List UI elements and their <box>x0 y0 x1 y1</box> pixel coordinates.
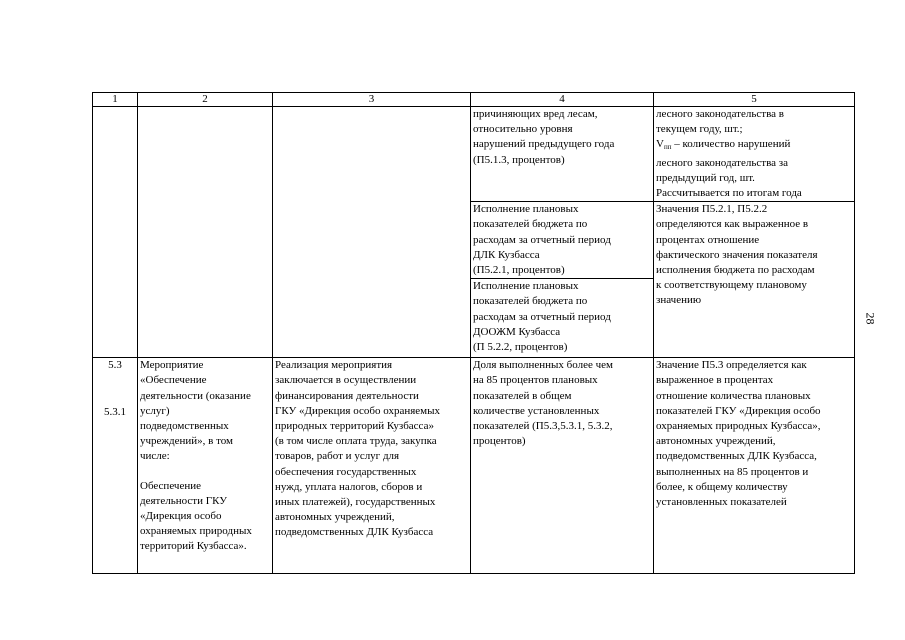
indicators-table <box>92 92 855 574</box>
column-header: 2 <box>138 93 273 107</box>
indicator-cell: причиняющих вред лесам, относительно уровня нарушений предыдущего года (П5.1.3, процентов) <box>471 107 654 202</box>
method-text: – количество нарушений лесного законодательства за предыдущий год, шт. Рассчитывается по итогам года <box>656 138 802 200</box>
indicator-cell: Исполнение плановых показателей бюджета по расходам за отчетный период ДООЖМ Кузбасса (П 5.2.2, процентов) <box>471 279 654 358</box>
indicator-cell: Исполнение плановых показателей бюджета по расходам за отчетный период ДЛК Кузбасса (П5.2.1, процентов) <box>471 202 654 279</box>
table-header-row <box>93 93 855 107</box>
item-number: 5.3 <box>108 359 122 372</box>
activity-name: Мероприятие «Обеспечение деятельности (оказание услуг) подведомственных учреждений», в том числе: <box>140 359 251 463</box>
activity-name: Обеспечение деятельности ГКУ «Дирекция особо охраняемых природных территорий Кузбасса». <box>140 479 252 553</box>
empty-cell <box>273 107 471 358</box>
variable-symbol: V <box>656 138 664 151</box>
empty-cell <box>138 107 273 358</box>
empty-cell <box>93 107 138 358</box>
method-text: лесного законодательства в текущем году, шт.; <box>656 108 784 136</box>
table-row <box>93 358 855 574</box>
variable-subscript: пп <box>663 143 672 152</box>
column-header: 4 <box>471 93 654 107</box>
method-cell: Значения П5.2.1, П5.2.2 определяются как выраженное в процентах отношение фактического значения показателя исполнения бюджета по расходам к соответствующему плановому значению <box>654 202 855 358</box>
activity-name-cell <box>138 358 273 574</box>
method-cell <box>654 107 855 202</box>
description-cell: Реализация мероприятия заключается в осуществлении финансирования деятельности ГКУ «Дирекция особо охраняемых природных территорий Кузбасса» (в том числе оплата труда, закупка товаров, работ и услуг для обеспечения государственных нужд, уплата налогов, сборов и иных платежей), государственных автономных учреждений, подведомственных ДЛК Кузбасса <box>273 358 471 574</box>
column-header: 3 <box>273 93 471 107</box>
item-number-cell <box>93 358 138 574</box>
method-cell: Значение П5.3 определяется как выраженное в процентах отношение количества плановых показателей ГКУ «Дирекция особо охраняемых природных Кузбасса», автономных учреждений, подведомственных ДЛК Кузбасса, выполненных на 85 процентов и более, к общему количеству установленных показателей <box>654 358 855 574</box>
table-row <box>93 107 855 202</box>
item-number: 5.3.1 <box>104 406 126 419</box>
column-header: 5 <box>654 93 855 107</box>
page-number: 28 <box>863 312 878 325</box>
column-header: 1 <box>93 93 138 107</box>
indicator-cell: Доля выполненных более чем на 85 процентов плановых показателей в общем количестве установленных показателей (П5.3,5.3.1, 5.3.2, процентов) <box>471 358 654 574</box>
